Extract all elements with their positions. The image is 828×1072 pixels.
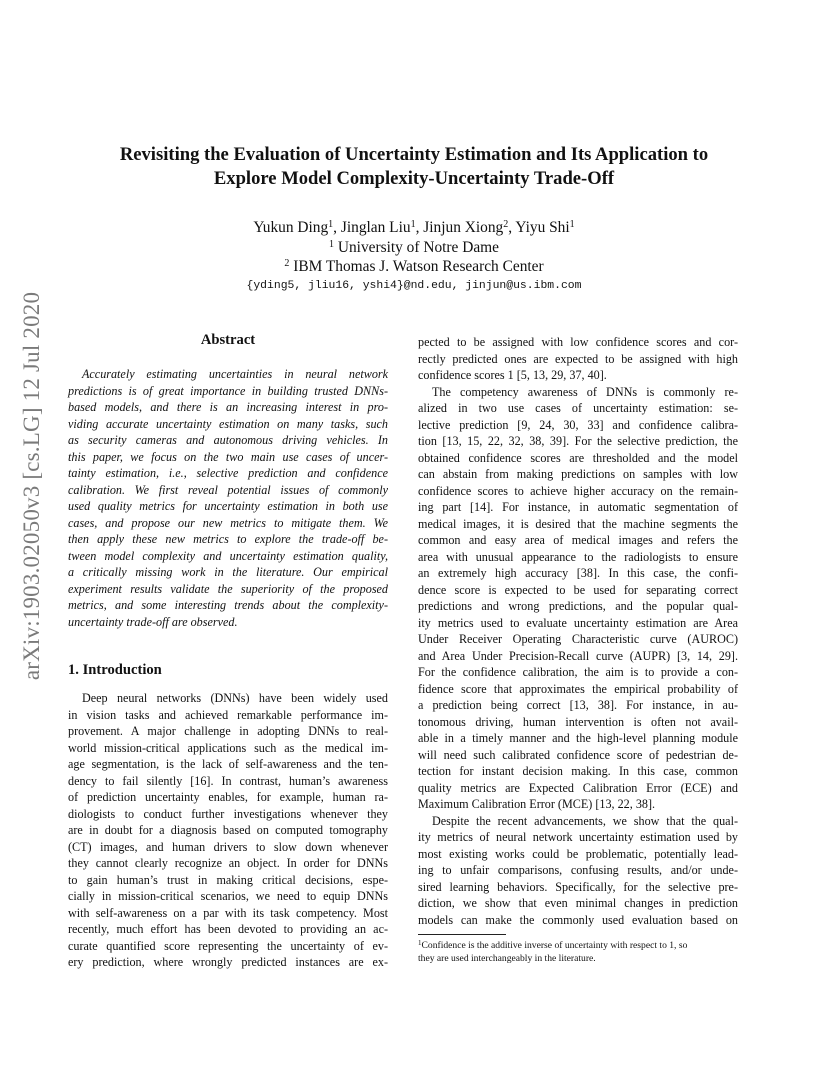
body-line: ing to unfair comparisons, confusing results, and/or unde- (418, 863, 738, 877)
section-heading-introduction: 1. Introduction (68, 662, 162, 678)
intro-line: Deep neural networks (DNNs) have been widely used (82, 691, 388, 705)
body-line: tion [13, 15, 22, 32, 38, 39]. For the selective prediction, the (418, 434, 738, 448)
intro-line: recently, much effort has been devoted to providing an ac- (68, 922, 388, 936)
body-line: Under Receiver Operating Characteristic curve (AUROC) (418, 632, 738, 646)
body-line: confidence scores 1 [5, 13, 29, 37, 40]. (418, 368, 607, 382)
author-emails: {yding5, jliu16, yshi4}@nd.edu, jinjun@us.ibm.com (246, 280, 582, 292)
arxiv-margin-text: arXiv:1903.02050v3 [cs.LG] 12 Jul 2020 (19, 291, 44, 681)
affiliation-number: 1 (329, 238, 334, 250)
author-affiliation-mark: 1 (569, 219, 575, 230)
body-line: Maximum Calibration Error (MCE) [13, 22, 38]. (418, 797, 656, 811)
body-line: Despite the recent advancements, we show that the qual- (432, 813, 738, 828)
affiliation-2 (60, 257, 768, 277)
footnote-text: Confidence is the additive inverse of uncertainty with respect to 1, so (421, 940, 688, 951)
body-line: ing part [14]. For instance, in automatic segmentation of (418, 500, 738, 514)
affiliation-1 (60, 238, 768, 258)
body-line: an extremely high accuracy [38]. In this case, the confi- (418, 566, 738, 580)
body-line: models can make the commonly used evaluation based on (418, 912, 738, 927)
intro-line: cially in mission-critical scenarios, we need to equip DNNs (68, 889, 388, 903)
body-line: and Area Under Precision-Recall curve (AUPR) [3, 14, 29]. (418, 648, 738, 663)
affiliation-text: University of Notre Dame (337, 238, 499, 256)
affiliation-number: 2 (284, 258, 290, 269)
abstract-line: this paper, we focus on the two main use cases of uncer- (68, 449, 388, 464)
abstract-line: uncertainty trade-off are observed. (68, 614, 238, 629)
abstract-line: cases, and propose our new metrics to mitigate them. We (68, 515, 388, 530)
body-line: tonomous driving, human intervention is often not avail- (418, 714, 738, 729)
abstract-line: metrics, and some interesting trends about the complexity- (68, 598, 388, 612)
author-name: Jinglan Liu (340, 219, 411, 236)
abstract-line: then apply these new metrics to explore the trade-off be- (68, 532, 388, 546)
intro-line: in vision tasks and achieved remarkable performance im- (68, 707, 388, 722)
footnote-number: 1 (418, 939, 422, 947)
body-line: dence score is expected to be used for separating correct (418, 582, 738, 597)
abstract-line: tainty estimation, i.e., selective prediction and confidence (68, 466, 388, 480)
intro-line: diologists to conduct further investigations whenever they (68, 806, 388, 821)
body-line: sired learning behaviors. Specifically, for the selective pre- (418, 879, 738, 894)
body-line: area with unusual appearance to the radiologists to ensure (418, 549, 738, 564)
footnote-line: they are used interchangeably in the literature. (418, 953, 596, 964)
body-line: medical images, it is desired that the machine segments the (418, 516, 738, 531)
abstract-line: used quality metrics for uncertainty estimation in both use (68, 499, 388, 513)
intro-line: with self-awareness on a par with its task competency. Most (68, 905, 388, 920)
body-line: confidence scores to achieve higher accuracy on the remain- (418, 483, 738, 498)
body-line: common and easy area of medical images and refers the (418, 533, 738, 547)
intro-line: ery prediction, where wrongly predicted instances are ex- (68, 955, 388, 969)
paper-title (60, 143, 768, 191)
author-block (60, 218, 768, 277)
affiliation-text: IBM Thomas J. Watson Research Center (293, 258, 544, 275)
intro-line: of prediction uncertainty enables, for example, human ra- (68, 790, 388, 804)
author-affiliation-mark: 1 (328, 219, 334, 230)
footnote (418, 939, 738, 965)
author-affiliation-mark: 2 (503, 219, 509, 230)
arxiv-margin-identifier (12, 291, 52, 681)
body-line: For the confidence calibration, the aim is to provide a con- (418, 665, 738, 679)
abstract-line: tween model complexity and uncertainty estimation quality, (68, 548, 388, 563)
author-name: Yukun Ding (253, 219, 329, 236)
body-line: lective prediction [9, 24, 30, 33] and confidence calibra- (418, 417, 738, 432)
intro-line: they cannot clearly recognize an object. In order for DNNs (68, 856, 388, 870)
footnote-line (418, 939, 738, 952)
body-line: will need such calibrated confidence score of pedestrian de- (418, 747, 738, 762)
title-line-2: Explore Model Complexity-Uncertainty Trade-Off (213, 168, 615, 189)
body-line: predictions and wrong predictions, and the popular qual- (418, 599, 738, 613)
body-line: fidence score that approximates the empirical probability of (418, 681, 738, 696)
title-line-1: Revisiting the Evaluation of Uncertainty Estimation and Its Application to (119, 144, 709, 165)
abstract-line: a critically missing work in the literature. Our empirical (68, 565, 388, 579)
abstract-line: based models, and there is an increasing interest in pro- (68, 400, 388, 414)
body-line: diction, we show that even minimal changes in prediction (418, 896, 738, 910)
body-line: a prediction being correct [13, 38]. For instance, in au- (418, 698, 738, 712)
right-column-body (418, 334, 738, 928)
abstract-heading: Abstract (200, 332, 256, 348)
intro-line: to gain human’s trust in making critical decisions, espe- (68, 872, 388, 887)
intro-line: (CT) images, and human drivers to slow down whenever (68, 839, 388, 854)
abstract-line: experiment results validate the superiority of the proposed (68, 581, 388, 596)
body-line: quality metrics are Expected Calibration Error (ECE) and (418, 780, 738, 795)
body-line: obtained confidence scores are thresholded and the model (418, 450, 738, 465)
body-line: most existing works could be problematic, potentially lead- (418, 846, 738, 861)
abstract-line: viding accurate uncertainty estimation on many tasks, such (68, 416, 388, 431)
body-line: ity metrics used to evaluate uncertainty estimation are Area (418, 615, 738, 630)
body-line: rectly predicted ones are expected to be assigned with high (418, 351, 738, 366)
body-line: can abstain from making predictions on samples with low (418, 467, 738, 481)
body-line: ity metrics of neural network uncertainty estimation used by (418, 830, 738, 844)
author-names: Yukun Ding$^1$, Jinglan Liu$^1$, Jinjun Xiong$^2$, Yiyu Shi$^1$ (253, 219, 575, 236)
introduction-body (68, 690, 388, 971)
intro-line: are in doubt for a diagnosis based on computed tomography (68, 823, 388, 837)
body-line: pected to be assigned with low confidence scores and cor- (418, 335, 738, 349)
intro-line: dency to fail silently [16]. In contrast, human’s awareness (68, 773, 388, 788)
body-line: tection for instant decision making. In this case, common (418, 764, 738, 778)
abstract-line: Accurately estimating uncertainties in neural network (82, 367, 388, 381)
body-line: The competency awareness of DNNs is commonly re- (432, 384, 738, 399)
intro-line: curate quantified score representing the uncertainty of ev- (68, 938, 388, 953)
intro-line: age segmentation, is the lack of self-awareness and the ten- (68, 757, 388, 771)
body-line: alized in two use cases of uncertainty estimation: se- (418, 401, 738, 415)
abstract-body (68, 366, 388, 630)
author-name: Yiyu Shi (515, 219, 570, 236)
body-line: able in a timely manner and the high-level planning module (418, 731, 738, 745)
author-affiliation-mark: 1 (410, 219, 416, 230)
intro-line: world mission-critical applications such as the medical im- (68, 740, 388, 755)
intro-line: provement. A major challenge in adopting DNNs to real- (68, 724, 388, 738)
abstract-line: predictions is of great importance in building trusted DNNs- (68, 383, 388, 398)
author-name: Jinjun Xiong (423, 219, 504, 236)
footnote-rule (418, 934, 506, 935)
abstract-line: as security cameras and autonomous driving vehicles. In (68, 433, 388, 447)
abstract-line: calibration. We first reveal potential issues of commonly (68, 482, 388, 497)
